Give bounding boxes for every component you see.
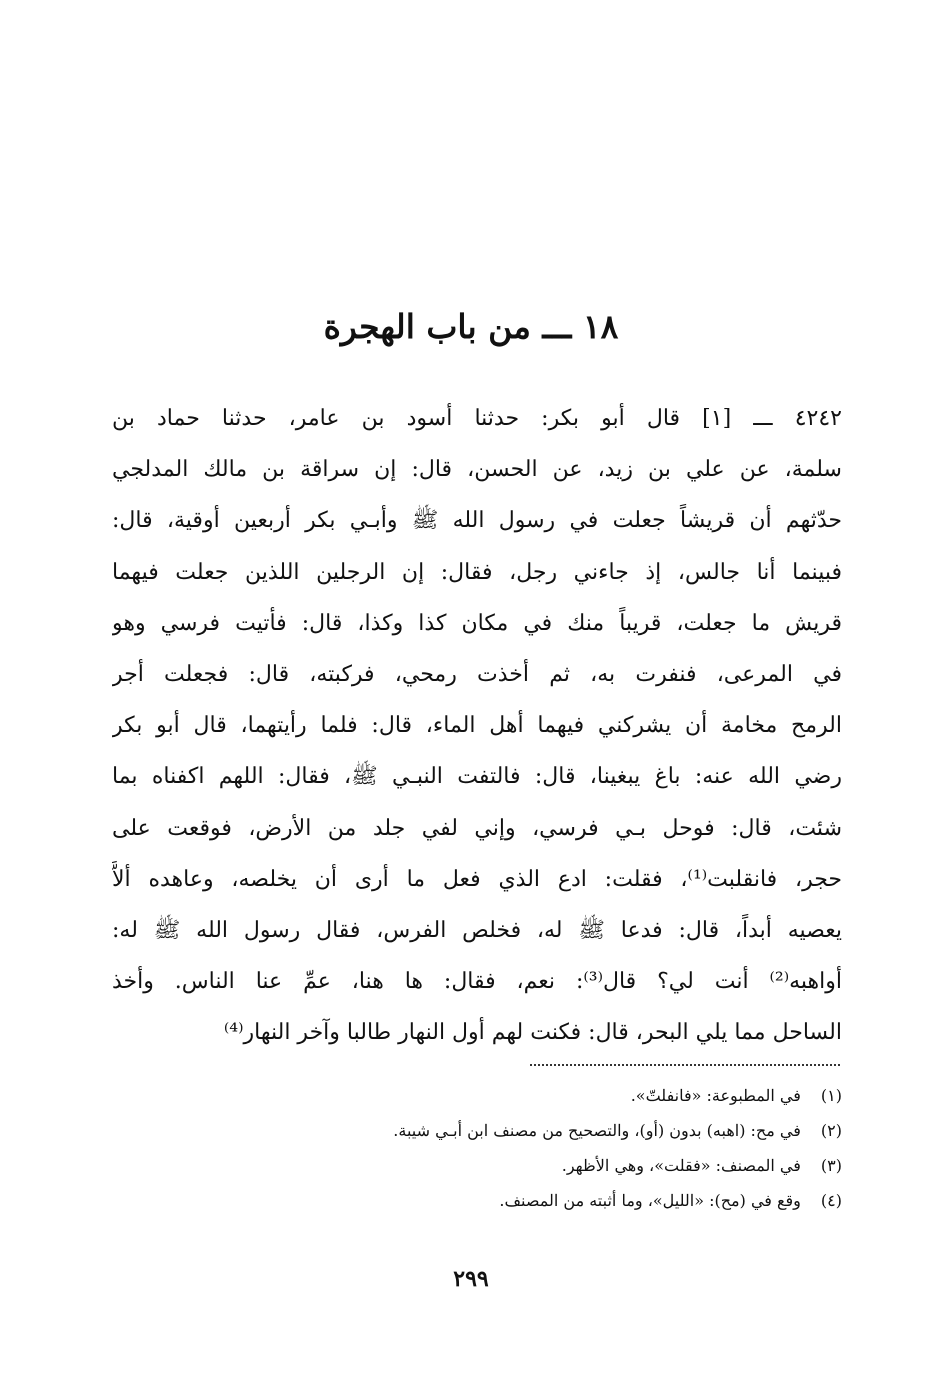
text-line: يعصيه أبداً، قال: فدعا ﷺ له، فخلص الفرس، فقال رسول الله ﷺ له:: [112, 917, 842, 943]
footnote-text: في المطبوعة: «فانفلتّ».: [630, 1086, 801, 1105]
footnote-text: في مح: (اهبه) بدون (أو)، والتصحيح من مصنف ابن أبـي شيبة.: [393, 1121, 801, 1140]
text-line: الرمح مخامة أن يشركني فيهما أهل الماء، قال: فلما رأيتهما، قال أبو بكر: [112, 713, 842, 739]
footnote-text: في المصنف: «فقلت»، وهي الأظهر.: [561, 1156, 801, 1175]
main-text: [112, 393, 842, 1058]
text-line: سلمة، عن علي بن زيد، عن الحسن، قال: إن سراقة بن مالك المدلجي: [112, 457, 842, 483]
footnote: [200, 1148, 842, 1183]
text-line: رضي الله عنه: باغ يبغينا، قال: فالتفت النبـي ﷺ، فقال: اللهم اكفناه بما: [112, 764, 842, 790]
text-line: في المرعى، فنفرت به، ثم أخذت رمحي، فركبته، قال: فجعلت أجر: [112, 661, 842, 687]
text-line: شئت، قال: فوحل بـي فرسي، وإني لفي جلد من الأرض، فوقعت على: [112, 815, 842, 841]
footnote-divider: [530, 1064, 840, 1066]
footnote: [200, 1183, 842, 1218]
text-line: ٤٢٤٢ ـــ [١] قال أبو بكر: حدثنا أسود بن عامر، حدثنا حماد بن: [112, 406, 842, 431]
text-line: أواهبه⁽²⁾ أنت لي؟ قال⁽³⁾: نعم، فقال: ها هنا، عمِّ عنا الناس. وأخذ: [112, 969, 842, 995]
text-line: حدّثهم أن قريشاً جعلت في رسول الله ﷺ وأبـي بكر أربعين أوقية، قال:: [112, 508, 842, 534]
text-line: فبينما أنا جالس، إذ جاءني رجل، فقال: إن الرجلين اللذين جعلت فيهما: [112, 559, 842, 585]
footnotes: [200, 1078, 842, 1218]
footnote-text: وقع في (مح): «الليل»، وما أثبته من المصنف.: [499, 1191, 801, 1210]
footnote: [200, 1078, 842, 1113]
text-line: قريش ما جعلت، قريباً منك في مكان كذا وكذا، قال: فأتيت فرسي وهو: [112, 610, 842, 636]
footnote: [200, 1113, 842, 1148]
chapter-title: ١٨ ـــ من باب الهجرة: [323, 307, 619, 346]
text-line: حجر، فانقلبت⁽¹⁾، فقلت: ادع الذي فعل ما أرى أن يخلصه، وعاهده ألاَّ: [112, 866, 842, 892]
text-line: الساحل مما يلي البحر، قال: فكنت لهم أول النهار طالبا وآخر النهار⁽⁴⁾: [223, 1020, 842, 1046]
footnote-number: (١): [820, 1086, 842, 1105]
page-number: ٢٩٩: [453, 1266, 489, 1292]
footnote-number: (٢): [820, 1121, 842, 1140]
footnote-number: (٤): [820, 1191, 842, 1210]
footnote-number: (٣): [820, 1156, 842, 1175]
